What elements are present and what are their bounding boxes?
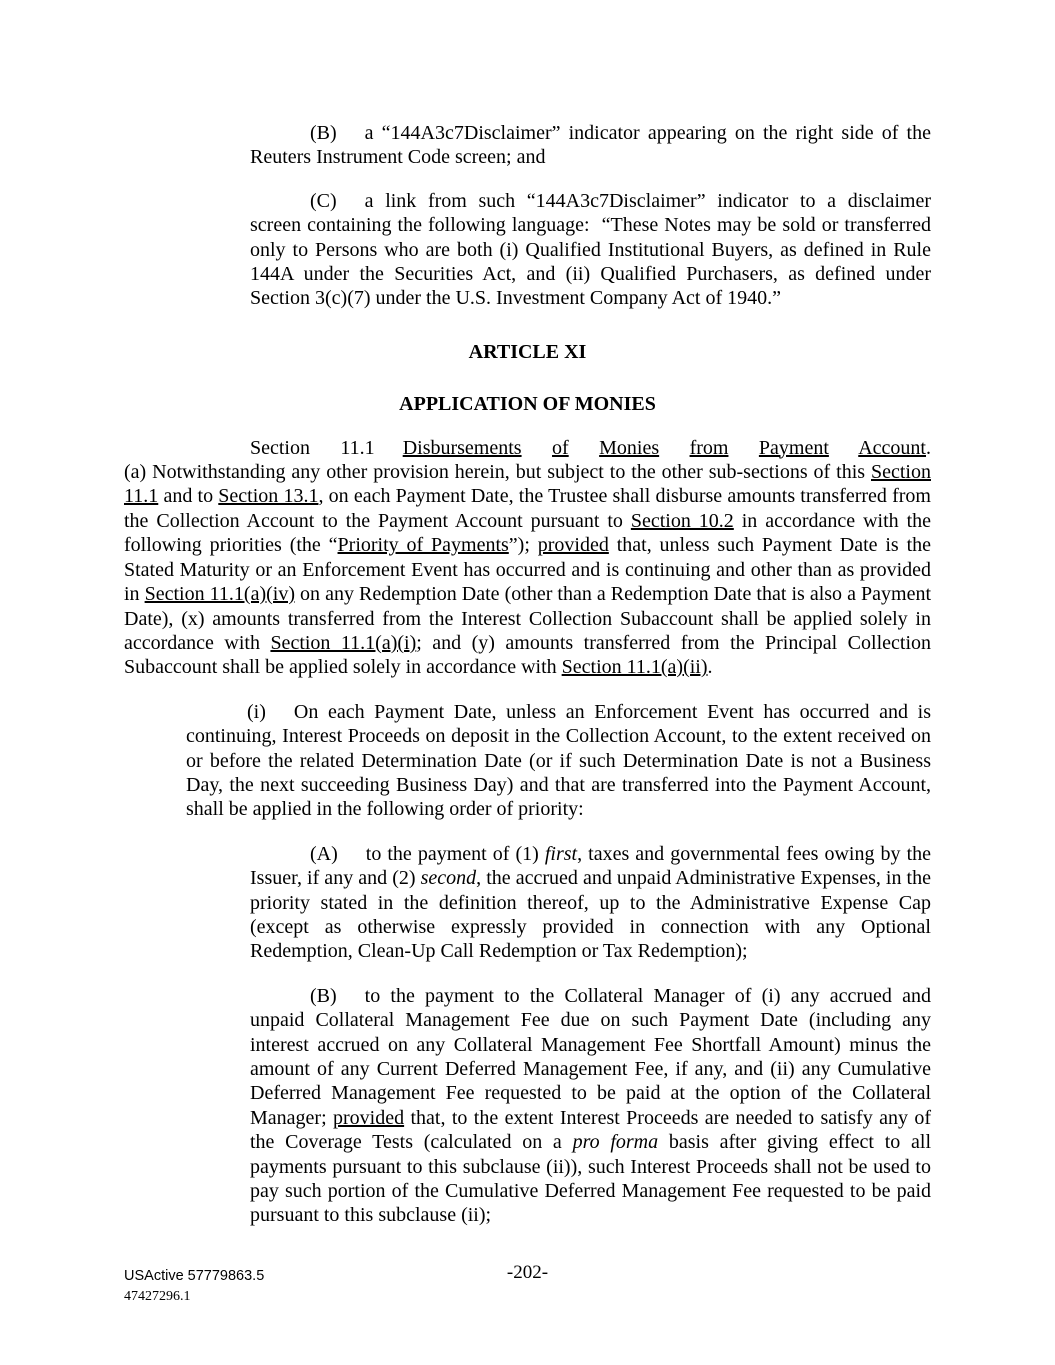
text-run: provided [537, 534, 609, 557]
section-11-1-heading-line [124, 436, 931, 460]
text-run: first [544, 842, 578, 865]
article-heading: ARTICLE XI [468, 340, 587, 363]
section-11-1-body [124, 460, 931, 680]
text-run: Disbursements [402, 436, 522, 459]
text-run: (A) [310, 842, 338, 865]
text-run: Section 11.1(a)(i) [270, 631, 417, 654]
text-run [522, 437, 552, 459]
text-run: in accordance with the following priorities (the “ [124, 509, 932, 557]
footer-matter-number: 47427296.1 [124, 1289, 191, 1304]
text-run: to the payment of (1) [365, 842, 545, 865]
text-run: a link from such “144A3c7Disclaimer” indicator to a disclaimer screen containing the following language: “These Notes may be sold or transferred only to Persons who are both (i) Qualified Institutional Buyers, as defined in Rule 144A under the Securities Act, and (ii) Qualified Purchasers, as defined under Section 3(c)(7) under the U.S. Investment Company Act of 1940.” [250, 189, 931, 310]
tab-spacer [337, 984, 365, 1008]
text-run: (B) [310, 984, 337, 1007]
footer-doc-id: USActive 57779863.5 [124, 1268, 265, 1284]
text-run [728, 437, 758, 459]
text-run: (i) [247, 700, 266, 723]
tab-spacer [338, 842, 366, 866]
text-run: (a) Notwithstanding any other provision herein, but subject to the other sub-sections of this [124, 461, 871, 484]
text-run: , on each Payment Date, the Trustee shall disburse amounts transferred from the Collection Account to the Payment Account pursuant to [124, 485, 931, 532]
text-run: (C) [310, 189, 337, 212]
text-run: second [420, 867, 477, 890]
tab-spacer [337, 189, 365, 213]
text-run: that, to the extent Interest Proceeds are needed to satisfy any of the Coverage Tests (calculated on a [250, 1106, 931, 1154]
priority-item-a [250, 842, 931, 964]
text-run: Monies [599, 436, 660, 459]
text-run: . [707, 656, 713, 679]
text-run [659, 437, 689, 459]
clause-b-reuters-indicator [250, 121, 931, 170]
text-run: on any Redemption Date (other than a Redemption Date that is also a Payment Date), (x) amounts transferred from the Interest Collection Subaccount shall be applied solely in accordance with [124, 583, 932, 654]
text-run: a “144A3c7Disclaimer” indicator appearing on the right side of the Reuters Instrument Code screen; and [250, 122, 931, 169]
text-run: . [926, 436, 931, 459]
tab-spacer [337, 121, 365, 145]
text-run: On each Payment Date, unless an Enforcement Event has occurred and is continuing, Interest Proceeds on deposit in the Collection Account, to the extent received on or before the related Determination Date (or if such Determination Date is not a Business Day, the next succeeding Business Day) and that are transferred into the Payment Account, shall be applied in the following order of priority: [186, 700, 931, 821]
page-text-column [124, 0, 931, 1228]
priority-item-b [250, 984, 931, 1228]
text-run: provided [333, 1106, 405, 1129]
clause-i-interest-proceeds [186, 700, 931, 822]
text-run: ”); [508, 534, 538, 557]
text-run: Section 13.1 [218, 485, 319, 508]
text-run: that, unless such Payment Date is the Stated Maturity or an Enforcement Event has occurred and is continuing and other than as provided in [124, 534, 932, 606]
tab-spacer [375, 436, 403, 460]
text-run: , taxes and governmental fees owing by the Issuer, if any and (2) [250, 842, 932, 890]
text-run: Section 11.1 [124, 461, 931, 508]
text-run: Section 11.1(a)(ii) [561, 656, 708, 679]
footer-page-number: -202- [506, 1262, 549, 1283]
text-run: ; and (y) amounts transferred from the Principal Collection Subaccount shall be applied solely in accordance with [124, 631, 931, 679]
text-run: Priority of Payments [337, 534, 509, 557]
text-run: and to [158, 485, 219, 508]
text-run: Section 10.2 [630, 509, 734, 532]
clause-c-disclaimer-link [250, 189, 931, 311]
text-run: Section 11.1 [250, 436, 375, 459]
text-run: from [689, 436, 729, 459]
text-run: pro forma [572, 1131, 659, 1154]
text-run: , the accrued and unpaid Administrative Expenses, in the priority stated in the definition thereof, up to the Administrative Expense Cap (except as otherwise expressly provided in connection with any Optional Redemption, Clean-Up Call Redemption or Tax Redemption); [250, 867, 931, 963]
text-run [829, 437, 858, 459]
text-run: Section 11.1(a)(iv) [144, 583, 295, 606]
tab-spacer [266, 700, 294, 724]
text-run: Account [858, 436, 926, 459]
text-run: (B) [310, 122, 337, 144]
text-run: of [552, 436, 569, 459]
text-run: basis after giving effect to all payments pursuant to this subclause (ii)), such Interest Proceeds shall not be used to pay such portion of the Cumulative Deferred Management Fee requested to be paid pursuant to this subclause (ii); [250, 1131, 932, 1227]
text-run: to the payment to the Collateral Manager of (i) any accrued and unpaid Collateral Management Fee due on such Payment Date (including any interest accrued on any Collateral Management Fee Shortfall Amount) minus the amount of any Current Deferred Management Fee, if any, and (ii) any Cumulative Deferred Management Fee requested to be paid at the option of the Collateral Manager; [250, 984, 931, 1129]
text-run: Payment [758, 436, 829, 459]
article-title: APPLICATION OF MONIES [399, 393, 656, 416]
text-run [569, 437, 599, 459]
